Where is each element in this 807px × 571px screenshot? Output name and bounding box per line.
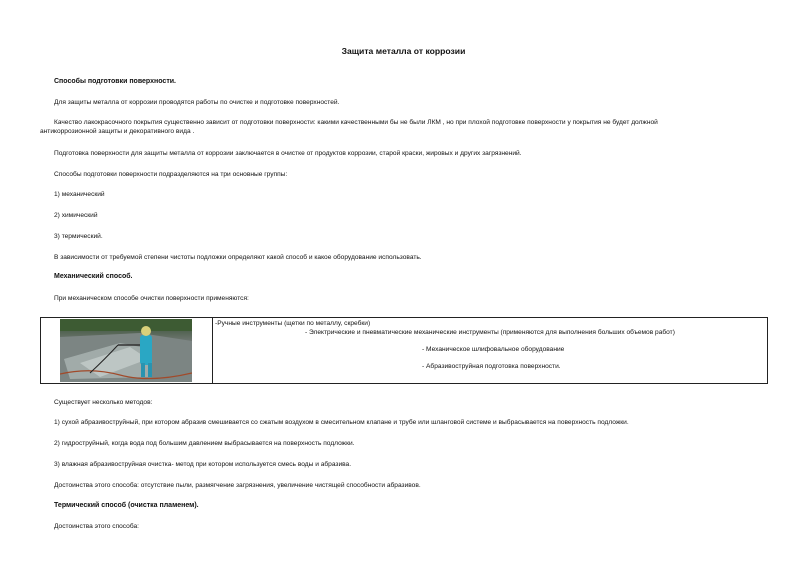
paragraph-quality-line1: Качество лакокрасочного покрытия существенно зависит от подготовки поверхности: какими качественными бы не были ЛКМ , но при плохой подготовке поверхности у покрытия не будет должной	[54, 119, 658, 126]
paragraph: Достоинства этого способа:	[54, 523, 139, 530]
table-image-cell	[41, 318, 213, 383]
paragraph: При механическом способе очистки поверхности применяются:	[54, 295, 249, 302]
section-heading-thermal: Термический способ (очистка пламенем).	[54, 502, 199, 509]
section-heading-mechanical: Механический способ.	[54, 273, 133, 280]
list-item: 1) механический	[54, 191, 105, 198]
table-line-power-tools: - Электрические и пневматические механические инструменты (применяются для выполнения больших объемов работ)	[305, 329, 675, 336]
method-item: 3) влажная абразивоструйная очистка- метод при котором используется смесь воды и абразива.	[54, 461, 352, 468]
table-line-hand-tools: -Ручные инструменты (щетки по металлу, скребки)	[215, 320, 371, 327]
document-title: Защита металла от коррозии	[341, 46, 466, 56]
paragraph: Существует несколько методов:	[54, 399, 153, 406]
method-item: 2) гидроструйный, когда вода под большим давлением выбрасывается на поверхность подложки.	[54, 440, 355, 447]
list-item: 3) термический.	[54, 233, 103, 240]
paragraph: Способы подготовки поверхности подразделяются на три основные группы:	[54, 171, 288, 178]
methods-table	[40, 317, 768, 384]
sandblasting-worker-photo	[60, 319, 192, 382]
section-heading-preparation: Способы подготовки поверхности.	[54, 78, 176, 85]
table-line-abrasive-blasting: - Абразивоструйная подготовка поверхности.	[422, 363, 561, 370]
paragraph: Для защиты металла от коррозии проводятся работы по очистке и подготовке поверхностей.	[54, 99, 340, 106]
list-item: 2) химический	[54, 212, 98, 219]
paragraph: Достоинства этого способа: отсутствие пыли, размягчение загрязнения, увеличение чистящей способности абразивов.	[54, 482, 421, 489]
table-line-grinding: - Механическое шлифовальное оборудование	[422, 346, 565, 353]
paragraph: Подготовка поверхности для защиты металла от коррозии заключается в очистке от продуктов коррозии, старой краски, жировых и других загрязнений.	[54, 150, 522, 157]
paragraph: В зависимости от требуемой степени чистоты подложки определяют какой способ и какое оборудование использовать.	[54, 254, 422, 261]
paragraph-quality-line2: антикоррозионной защиты и декоративного вида .	[40, 128, 195, 135]
method-item: 1) сухой абразивоструйный, при котором абразив смешивается со сжатым воздухом в смесительном клапане и трубе или шланговой системе и выбрасывается на поверхность подложки.	[54, 419, 629, 426]
